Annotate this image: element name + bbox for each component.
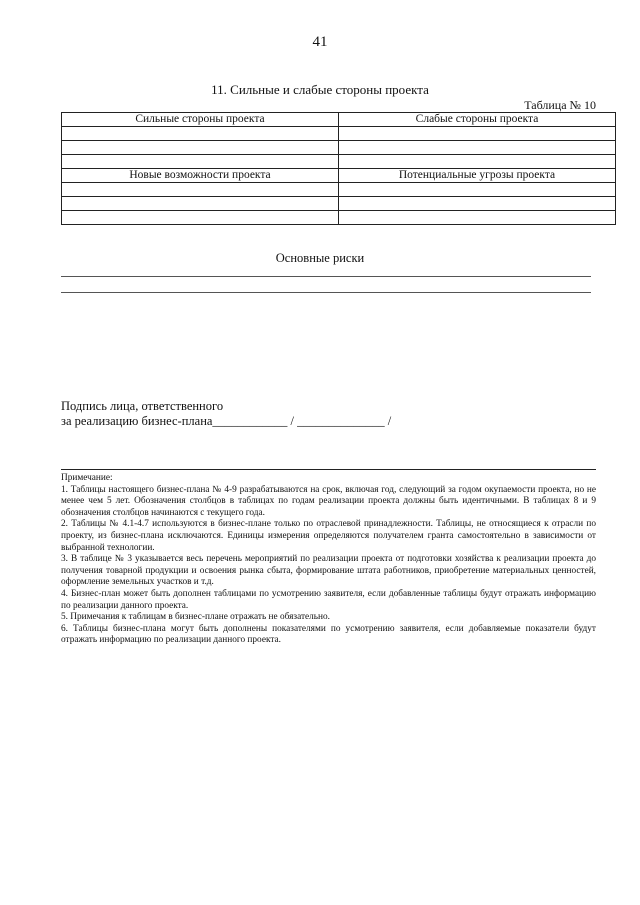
signature-line-2: за реализацию бизнес-плана____________ / ______________ / bbox=[61, 414, 392, 428]
table-row bbox=[62, 127, 616, 141]
notes-divider bbox=[61, 469, 596, 470]
table-cell bbox=[339, 197, 616, 211]
risks-title: Основные риски bbox=[275, 251, 365, 265]
table-cell bbox=[62, 127, 339, 141]
note-item-1: 1. Таблицы настоящего бизнес-плана № 4-9 разрабатываются на срок, включая год, следующий за годом окупаемости проекта, но не менее чем 5 лет. Обозначения столбцов в таблицах по годам реализации проекта должны быть идентичными. В таблицах 8 и 9 обозначения столбцов начинаются с текущего года. bbox=[61, 484, 596, 518]
note-item-4: 4. Бизнес-план может быть дополнен таблицами по усмотрению заявителя, если добавленные таблицы будут отражать информацию по реализации данного проекта. bbox=[61, 588, 596, 611]
table-cell bbox=[339, 155, 616, 169]
notes-section bbox=[61, 473, 596, 647]
note-item-2: 2. Таблицы № 4.1-4.7 используются в бизнес-плане только по отраслевой принадлежности. Таблицы, не относящиеся к отрасли по проекту, из бизнес-плана исключаются. Единицы измерения определяются получателем гранта самостоятельно в зависимости от выбранной технологии. bbox=[61, 519, 596, 553]
table-row bbox=[62, 197, 616, 211]
table-cell bbox=[339, 141, 616, 155]
table-row bbox=[62, 141, 616, 155]
table-cell bbox=[62, 197, 339, 211]
header-opportunities: Новые возможности проекта bbox=[62, 169, 339, 183]
risks-line-2 bbox=[61, 292, 591, 293]
table-cell bbox=[339, 127, 616, 141]
table-row bbox=[62, 183, 616, 197]
table-label: Таблица № 10 bbox=[524, 98, 596, 112]
note-item-6: 6. Таблицы бизнес-плана могут быть дополнены показателями по усмотрению заявителя, если добавляемые показатели будут отражать информацию по реализации данного проекта. bbox=[61, 623, 596, 646]
table-cell bbox=[62, 155, 339, 169]
table-row bbox=[62, 155, 616, 169]
page-number: 41 bbox=[312, 34, 328, 50]
signature-line-1: Подпись лица, ответственного bbox=[61, 399, 224, 413]
section-title: 11. Сильные и слабые стороны проекта bbox=[211, 82, 429, 97]
risks-line-1 bbox=[61, 276, 591, 277]
table-cell bbox=[339, 183, 616, 197]
table-row bbox=[62, 211, 616, 225]
swot-table bbox=[61, 112, 616, 225]
note-item-5: 5. Примечания к таблицам в бизнес-плане отражать не обязательно. bbox=[61, 612, 330, 623]
table-header-row bbox=[62, 169, 616, 183]
header-strengths: Сильные стороны проекта bbox=[62, 113, 339, 127]
signature-block bbox=[61, 399, 391, 429]
note-item-3: 3. В таблице № 3 указывается весь перечень мероприятий по реализации проекта от подготовки хозяйства к реализации проекта до получения товарной продукции и освоения рынка сбыта, формирование штата работников, приобретение материальных ценностей, оформление земельных участков и т.д. bbox=[61, 554, 596, 588]
table-header-row bbox=[62, 113, 616, 127]
table-cell bbox=[62, 141, 339, 155]
header-threats: Потенциальные угрозы проекта bbox=[339, 169, 616, 183]
table-cell bbox=[339, 211, 616, 225]
table-cell bbox=[62, 183, 339, 197]
header-weaknesses: Слабые стороны проекта bbox=[339, 113, 616, 127]
notes-heading: Примечание: bbox=[61, 473, 113, 483]
table-cell bbox=[62, 211, 339, 225]
